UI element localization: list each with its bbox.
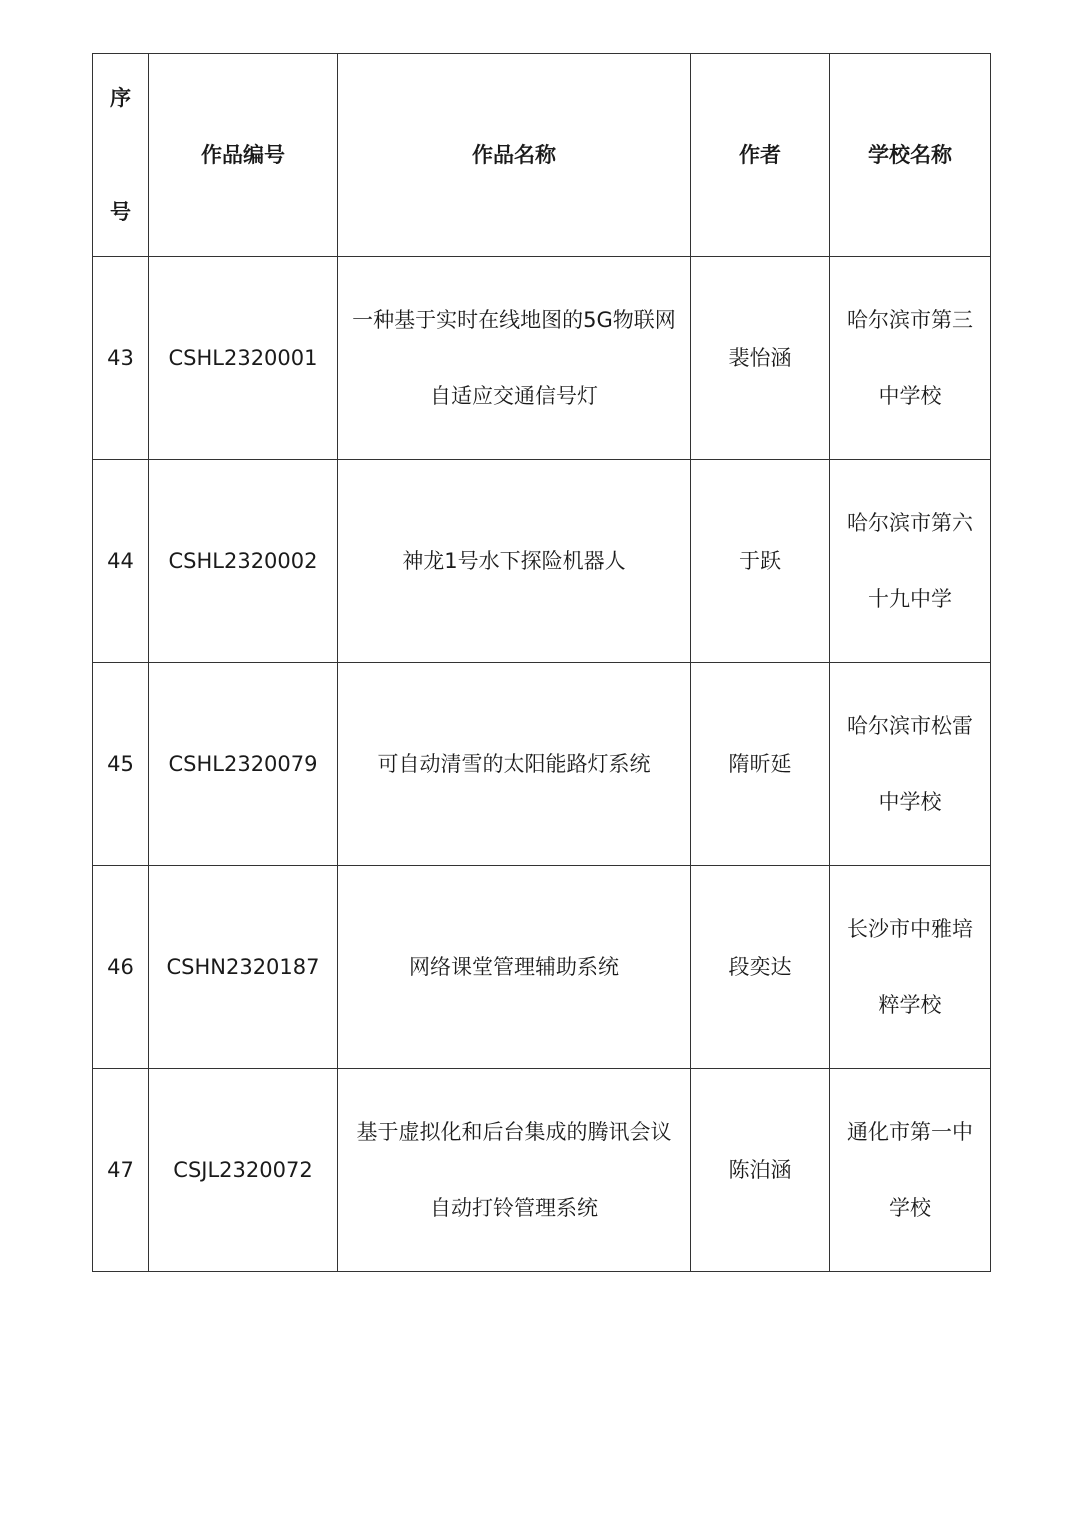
cell-school <box>830 1069 991 1272</box>
cell-code-text: CSHL2320001 <box>168 346 318 370</box>
table-body <box>93 257 991 1272</box>
cell-school-text: 长沙市中雅培 <box>847 917 973 941</box>
header-code: 作品编号 <box>149 54 338 257</box>
cell-seq-text: 45 <box>107 752 134 776</box>
cell-school-text: 哈尔滨市第六 <box>847 511 973 535</box>
cell-school-text: 哈尔滨市松雷 <box>847 714 973 738</box>
header-seq-line1: 序 <box>110 86 131 110</box>
cell-title <box>338 663 691 866</box>
cell-code-text: CSHL2320079 <box>168 752 318 776</box>
cell-school <box>830 866 991 1069</box>
table-row <box>93 663 991 866</box>
awards-table <box>92 53 991 1272</box>
cell-school-text: 哈尔滨市第三 <box>847 308 973 332</box>
cell-seq-text: 47 <box>107 1158 134 1182</box>
cell-seq-text: 44 <box>107 549 134 573</box>
cell-seq <box>93 866 149 1069</box>
header-seq-line2: 号 <box>110 200 131 224</box>
cell-author <box>691 460 830 663</box>
table-row <box>93 460 991 663</box>
cell-code <box>149 866 338 1069</box>
cell-seq-text: 46 <box>107 955 134 979</box>
cell-school-text: 中学校 <box>878 384 942 408</box>
cell-code <box>149 460 338 663</box>
cell-code-text: CSHL2320002 <box>168 549 318 573</box>
cell-seq <box>93 257 149 460</box>
cell-title-text: 网络课堂管理辅助系统 <box>409 955 619 979</box>
cell-author <box>691 1069 830 1272</box>
cell-title <box>338 866 691 1069</box>
cell-code-text: CSHN2320187 <box>166 955 320 979</box>
cell-title-text: 神龙1号水下探险机器人 <box>402 549 626 573</box>
cell-school <box>830 257 991 460</box>
cell-code <box>149 663 338 866</box>
header-seq <box>93 54 149 257</box>
cell-code <box>149 257 338 460</box>
cell-title-text: 一种基于实时在线地图的5G物联网 <box>352 308 676 332</box>
cell-author <box>691 866 830 1069</box>
cell-code-text: CSJL2320072 <box>173 1158 313 1182</box>
cell-author <box>691 257 830 460</box>
cell-title-text: 基于虚拟化和后台集成的腾讯会议 <box>356 1120 672 1144</box>
cell-author-text: 陈泊涵 <box>728 1158 792 1182</box>
cell-school-text: 中学校 <box>878 790 942 814</box>
cell-school-text: 十九中学 <box>868 587 952 611</box>
cell-seq-text: 43 <box>107 346 134 370</box>
header-school: 学校名称 <box>830 54 991 257</box>
cell-school-text: 通化市第一中 <box>847 1120 973 1144</box>
cell-author-text: 段奕达 <box>728 955 792 979</box>
table-row <box>93 1069 991 1272</box>
cell-author-text: 隋昕延 <box>728 752 792 776</box>
cell-title-text: 可自动清雪的太阳能路灯系统 <box>377 752 651 776</box>
cell-school-text: 粹学校 <box>878 993 942 1017</box>
table-header-row <box>93 54 991 257</box>
cell-author-text: 于跃 <box>739 549 781 573</box>
cell-title-text: 自动打铃管理系统 <box>430 1196 598 1220</box>
cell-school-text: 学校 <box>889 1196 931 1220</box>
cell-school <box>830 460 991 663</box>
table-row <box>93 866 991 1069</box>
cell-title <box>338 257 691 460</box>
header-title: 作品名称 <box>338 54 691 257</box>
cell-seq <box>93 663 149 866</box>
cell-title <box>338 1069 691 1272</box>
cell-title <box>338 460 691 663</box>
cell-author-text: 裴怡涵 <box>728 346 792 370</box>
cell-code <box>149 1069 338 1272</box>
table-row <box>93 257 991 460</box>
header-author: 作者 <box>691 54 830 257</box>
cell-author <box>691 663 830 866</box>
cell-school <box>830 663 991 866</box>
cell-title-text: 自适应交通信号灯 <box>430 384 598 408</box>
cell-seq <box>93 1069 149 1272</box>
cell-seq <box>93 460 149 663</box>
